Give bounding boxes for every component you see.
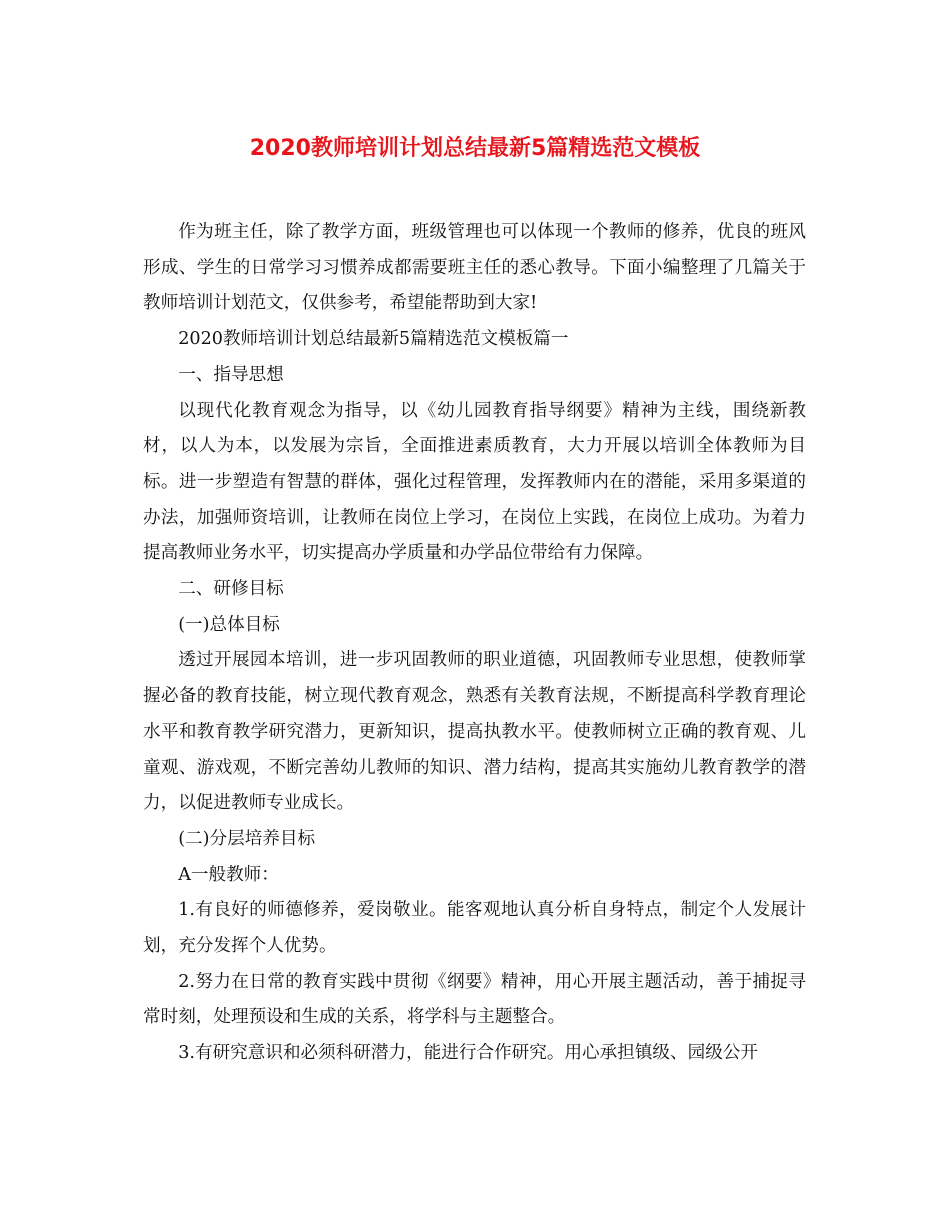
paragraph-guiding-ideology: 以现代化教育观念为指导，以《幼儿园教育指导纲要》精神为主线，围绕新教材，以人为本，以发展为宗旨，全面推进素质教育，大力开展以培训全体教师为目标。进一步塑造有智慧的群体，强化过程管理，发挥教师内在的潜能，采用多渠道的办法，加强师资培训，让教师在岗位上学习，在岗位上实践，在岗位上成功。为着力提高教师业务水平，切实提高办学质量和办学品位带给有力保障。 [143, 400, 806, 564]
list-item-1: 1.有良好的师德修养，爱岗敬业。能客观地认真分析自身特点，制定个人发展计划，充分发挥个人优势。 [143, 900, 806, 957]
heading-training-goals: 二、研修目标 [178, 579, 284, 600]
label-general-teachers: A一般教师： [178, 864, 279, 885]
section-heading-part-one: 2020教师培训计划总结最新5篇精选范文模板篇一 [178, 329, 569, 350]
document-title: 2020教师培训计划总结最新5篇精选范文模板 [249, 136, 701, 161]
list-item-3: 3.有研究意识和必须科研潜力，能进行合作研究。用心承担镇级、园级公开 [178, 1043, 758, 1064]
intro-paragraph: 作为班主任，除了教学方面，班级管理也可以体现一个教师的修养，优良的班风形成、学生的日常学习习惯养成都需要班主任的悉心教导。下面小编整理了几篇关于教师培训计划范文，仅供参考，希望能帮助到大家! [143, 222, 806, 314]
subheading-tiered-goals: (二)分层培养目标 [178, 828, 316, 849]
subheading-overall-goals: (一)总体目标 [178, 614, 280, 635]
paragraph-overall-goals: 透过开展园本培训，进一步巩固教师的职业道德，巩固教师专业思想，使教师掌握必备的教育技能，树立现代教育观念，熟悉有关教育法规，不断提高科学教育理论水平和教育教学研究潜力，更新知识，提高执教水平。使教师树立正确的教育观、儿童观、游戏观，不断完善幼儿教师的知识、潜力结构，提高其实施幼儿教育教学的潜力，以促进教师专业成长。 [143, 650, 806, 814]
document-body [143, 215, 806, 1072]
heading-guiding-ideology: 一、指导思想 [178, 364, 284, 385]
list-item-2: 2.努力在日常的教育实践中贯彻《纲要》精神，用心开展主题活动，善于捕捉寻常时刻，处理预设和生成的关系，将学科与主题整合。 [143, 971, 806, 1028]
